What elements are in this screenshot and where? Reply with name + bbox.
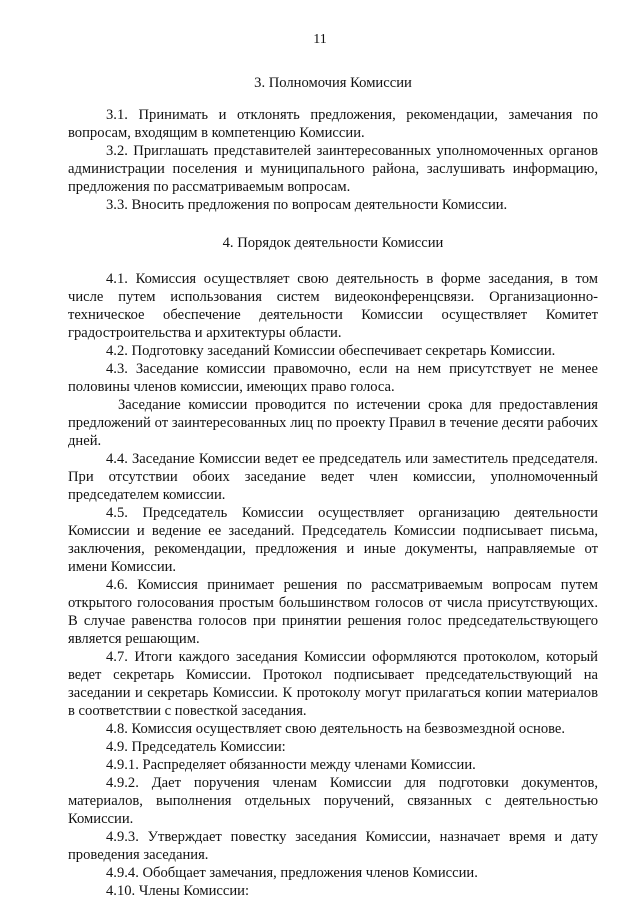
- page-number: 11: [313, 32, 327, 47]
- paragraph-4-10: 4.10. Члены Комиссии:: [106, 883, 250, 899]
- paragraph-3-2: 3.2. Приглашать представителей заинтересованных уполномоченных органов администрации поселения и муниципального района, заслушивать информацию, предложения по рассматриваемым вопросам.: [68, 143, 598, 195]
- document-body: [68, 74, 598, 900]
- paragraph-4-8: 4.8. Комиссия осуществляет свою деятельность на безвозмездной основе.: [106, 721, 566, 737]
- paragraph-4-3-continued: Заседание комиссии проводится по истечении срока для предоставления предложений от заинтересованных лиц по проекту Правил в течение десяти рабочих дней.: [68, 397, 598, 449]
- paragraph-4-2: 4.2. Подготовку заседаний Комиссии обеспечивает секретарь Комиссии.: [106, 343, 556, 359]
- paragraph-4-1: 4.1. Комиссия осуществляет свою деятельность в форме заседания, в том числе путем использования систем видеоконференцсвязи. Организационно-техническое обеспечение деятельности Комиссии осуществляет Комитет градостроительства и архитектуры области.: [68, 271, 598, 341]
- paragraph-4-7: 4.7. Итоги каждого заседания Комиссии оформляются протоколом, который ведет секретарь Комиссии. Протокол подписывает председательствующий на заседании и секретарь Комиссии. К протоколу могут прилагаться копии материалов в соответствии с повесткой заседания.: [68, 649, 598, 719]
- paragraph-3-3: 3.3. Вносить предложения по вопросам деятельности Комиссии.: [106, 197, 508, 213]
- paragraph-4-9-4: 4.9.4. Обобщает замечания, предложения членов Комиссии.: [106, 865, 478, 881]
- paragraph-4-4: 4.4. Заседание Комиссии ведет ее председатель или заместитель председателя. При отсутствии обоих заседание ведет член комиссии, уполномоченный председателем комиссии.: [68, 451, 598, 503]
- section-3-title: 3. Полномочия Комиссии: [254, 75, 412, 91]
- paragraph-4-9-3: 4.9.3. Утверждает повестку заседания Комиссии, назначает время и дату проведения заседания.: [68, 829, 598, 863]
- paragraph-4-3: 4.3. Заседание комиссии правомочно, если на нем присутствует не менее половины членов комиссии, имеющих право голоса.: [68, 361, 598, 395]
- paragraph-3-1: 3.1. Принимать и отклонять предложения, рекомендации, замечания по вопросам, входящим в компетенцию Комиссии.: [68, 107, 598, 141]
- paragraph-4-5: 4.5. Председатель Комиссии осуществляет организацию деятельности Комиссии и ведение ее заседаний. Председатель Комиссии подписывает письма, заключения, рекомендации, предложения и иные документы, направляемые от имени Комиссии.: [68, 505, 598, 575]
- section-4-title: 4. Порядок деятельности Комиссии: [222, 235, 444, 251]
- paragraph-4-9: 4.9. Председатель Комиссии:: [106, 739, 286, 755]
- paragraph-4-9-2: 4.9.2. Дает поручения членам Комиссии для подготовки документов, материалов, выполнения отдельных поручений, связанных с деятельностью Комиссии.: [68, 775, 598, 827]
- paragraph-4-6: 4.6. Комиссия принимает решения по рассматриваемым вопросам путем открытого голосования простым большинством голосов от числа присутствующих. В случае равенства голосов при принятии решения голос председательствующего является решающим.: [68, 577, 598, 647]
- paragraph-4-9-1: 4.9.1. Распределяет обязанности между членами Комиссии.: [106, 757, 476, 773]
